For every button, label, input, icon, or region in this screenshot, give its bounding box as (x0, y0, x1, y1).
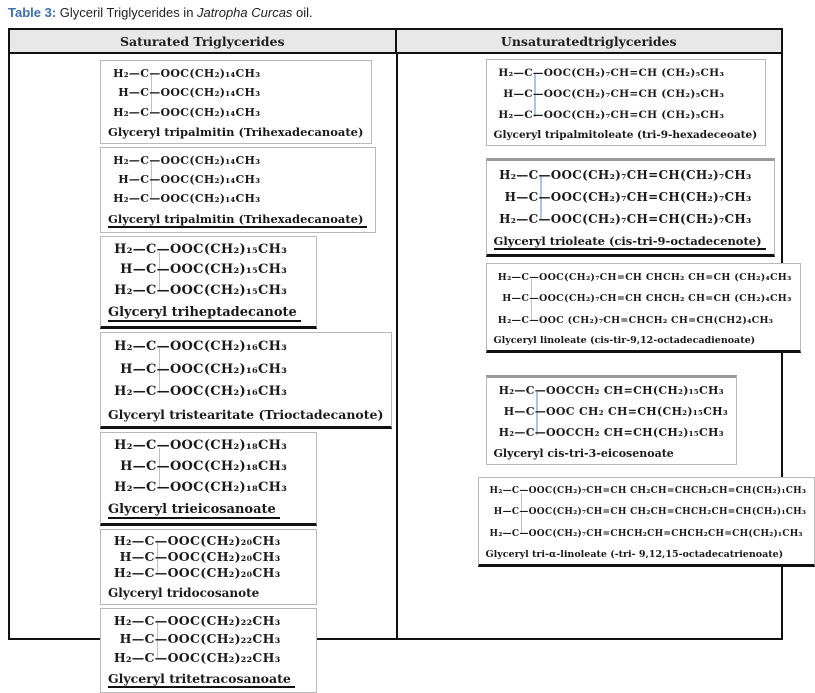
hydrogen-part: H₂ (494, 423, 515, 444)
chain-part: OOC CH₂ CH=CH(CH₂)₁₅CH₃ (546, 405, 728, 418)
chain-part: OOC(CH₂)₇CH=CHCH₂CH=CHCH₂CH=CH(CH₂)₁CH₃ (529, 529, 803, 539)
hydrogen-part: H (108, 457, 133, 478)
hydrogen-part: H₂ (108, 381, 133, 404)
formula-line (108, 103, 363, 122)
formula-line (108, 359, 383, 382)
formula-line (108, 240, 308, 261)
formula-line (108, 281, 308, 302)
formula-lines (108, 612, 308, 666)
formula-line (494, 164, 766, 186)
chain-part: OOC(CH₂)₁₈CH₃ (170, 459, 287, 474)
chain-part: OOC(CH₂)₂₀CH₃ (168, 549, 281, 564)
formula-lines (108, 240, 308, 302)
structure-caption: Glyceryl linoleate (cis-tir-9,12-octadecadienoate) (494, 335, 792, 346)
carbon-part: —C— (514, 384, 546, 397)
hydrogen-part: H₂ (494, 63, 514, 84)
table-body (10, 54, 781, 638)
structure-caption: Glyceryl trieicosanoate (108, 502, 280, 519)
formula-line (494, 105, 758, 126)
unsaturated-structure-3 (486, 263, 801, 354)
formula-line (108, 381, 383, 404)
saturated-structure-1 (100, 60, 372, 144)
hydrogen-part: H₂ (486, 524, 503, 546)
formula-lines (486, 481, 807, 546)
formula-lines (108, 533, 308, 582)
formula-line (494, 288, 792, 310)
formula-line (108, 151, 367, 170)
formula-lines (108, 64, 363, 122)
carbon-part: —C— (133, 362, 170, 377)
header-saturated: Saturated Triglycerides (10, 30, 395, 52)
formula-line (108, 260, 308, 281)
hydrogen-part: H (108, 549, 132, 565)
chain-part: OOC(CH₂)₁₆CH₃ (170, 384, 287, 399)
carbon-part: —C— (132, 549, 168, 564)
formula-line (108, 612, 308, 630)
saturated-structure-2 (100, 147, 376, 233)
chain-part: OOC(CH₂)₇CH=CH (CH₂)₅CH₃ (544, 109, 725, 121)
unsaturated-structure-5 (478, 477, 815, 567)
carbon-part: —C— (133, 480, 170, 495)
carbon-part: —C— (129, 106, 161, 119)
hydrogen-part: H (494, 84, 514, 105)
formula-line (108, 549, 308, 565)
structure-caption: Glyceryl trioleate (cis-tri-9-octadecenote) (494, 234, 766, 250)
hydrogen-part: H₂ (108, 103, 129, 122)
hydrogen-part: H₂ (108, 565, 132, 581)
formula-line (494, 84, 758, 105)
structure-caption: Glyceryl triheptadecanote (108, 305, 301, 322)
formula-line (494, 402, 728, 423)
carbon-part: —C— (132, 613, 168, 628)
formula-line (108, 649, 308, 667)
chain-part: OOCCH₂ CH=CH(CH₂)₁₅CH₃ (546, 426, 724, 439)
formula-line (494, 423, 728, 444)
hydrogen-part: H₂ (108, 649, 132, 667)
unsaturated-column (396, 54, 782, 638)
carbon-part: —C— (129, 86, 161, 99)
chain-part: OOC(CH₂)₁₈CH₃ (170, 438, 287, 453)
carbon-part: —C— (503, 507, 529, 517)
chain-part: OOC(CH₂)₇CH=CH(CH₂)₇CH₃ (551, 190, 752, 204)
carbon-part: —C— (133, 242, 170, 257)
chain-part: OOC(CH₂)₂₀CH₃ (168, 565, 281, 580)
hydrogen-part: H (108, 359, 133, 382)
formula-line (108, 189, 367, 208)
hydrogen-part: H₂ (108, 281, 133, 302)
unsaturated-structure-2 (486, 158, 775, 257)
hydrogen-part: H (494, 288, 512, 310)
hydrogen-part: H₂ (108, 336, 133, 359)
hydrogen-part: H₂ (108, 533, 132, 549)
carbon-part: —C— (503, 529, 529, 539)
chain-part: OOC(CH₂)₁₄CH₃ (161, 67, 261, 80)
formula-line (494, 381, 728, 402)
formula-lines (108, 336, 383, 404)
hydrogen-part: H₂ (486, 481, 503, 503)
formula-line (108, 336, 383, 359)
table-title-suffix: oil. (292, 5, 312, 20)
saturated-column (10, 54, 396, 638)
carbon-part: —C— (516, 168, 550, 182)
formula-lines (494, 381, 728, 444)
chain-part: OOC(CH₂)₁₄CH₃ (161, 106, 261, 119)
formula-line (108, 170, 367, 189)
chain-part: OOC(CH₂)₇CH=CH (CH₂)₅CH₃ (544, 67, 725, 79)
hydrogen-part: H (108, 630, 132, 648)
formula-lines (494, 267, 792, 333)
hydrogen-part: H₂ (108, 612, 132, 630)
carbon-part: —C— (132, 565, 168, 580)
carbon-part: —C— (512, 272, 539, 283)
carbon-part: —C— (132, 631, 168, 646)
carbon-part: —C— (133, 339, 170, 354)
carbon-part: —C— (513, 67, 543, 79)
carbon-part: —C— (513, 88, 543, 100)
carbon-part: —C— (503, 486, 529, 496)
chain-part: OOC(CH₂)₁₄CH₃ (161, 86, 261, 99)
hydrogen-part: H₂ (494, 105, 514, 126)
triglycerides-table (8, 28, 783, 640)
formula-line (494, 267, 792, 289)
chain-part: OOC(CH₂)₇CH=CH CHCH₂ CH=CH (CH₂)₄CH₃ (539, 293, 792, 304)
hydrogen-part: H (108, 83, 129, 102)
structure-caption: Glyceryl tridocosanote (108, 586, 308, 600)
formula-line (108, 533, 308, 549)
formula-line (494, 208, 766, 230)
hydrogen-part: H (494, 402, 515, 423)
carbon-part: —C— (513, 109, 543, 121)
structure-caption: Glyceryl tritetracosanoate (108, 671, 295, 688)
hydrogen-part: H₂ (108, 151, 129, 170)
carbon-part: —C— (133, 384, 170, 399)
hydrogen-part: H₂ (108, 189, 129, 208)
table-title-label: Table 3: (8, 5, 56, 20)
chain-part: OOC(CH₂)₁₆CH₃ (170, 362, 287, 377)
hydrogen-part: H₂ (108, 436, 133, 457)
formula-line (486, 524, 807, 546)
table-title-species: Jatropha Curcas (197, 5, 292, 20)
carbon-part: —C— (129, 173, 161, 186)
structure-caption: Glyceryl tripalmitin (Trihexadecanoate) (108, 212, 367, 228)
chain-part: OOC(CH₂)₇CH=CH CH₂CH=CHCH₂CH=CH(CH₂)₁CH₃ (529, 486, 807, 496)
hydrogen-part: H₂ (108, 64, 129, 83)
carbon-part: —C— (133, 283, 170, 298)
formula-line (108, 64, 363, 83)
carbon-part: —C— (514, 405, 546, 418)
formula-line (486, 502, 807, 524)
formula-lines (108, 436, 308, 498)
chain-part: OOC(CH₂)₂₀CH₃ (168, 533, 281, 548)
chain-part: OOC(CH₂)₇CH=CH CHCH₂ CH=CH (CH₂)₄CH₃ (539, 272, 792, 283)
structure-caption: Glyceryl tripalmitin (Trihexadecanoate) (108, 125, 363, 139)
formula-lines (494, 164, 766, 231)
hydrogen-part: H₂ (494, 164, 517, 186)
formula-line (108, 630, 308, 648)
carbon-part: —C— (129, 192, 161, 205)
carbon-part: —C— (129, 154, 161, 167)
chain-part: OOC(CH₂)₂₂CH₃ (168, 631, 281, 646)
chain-part: OOC (CH₂)₇CH=CHCH₂ CH=CH(CH2)₄CH₃ (539, 315, 773, 326)
carbon-part: —C— (516, 212, 550, 226)
chain-part: OOC(CH₂)₇CH=CH(CH₂)₇CH₃ (551, 168, 752, 182)
chain-part: OOC(CH₂)₁₅CH₃ (170, 242, 287, 257)
chain-part: OOC(CH₂)₁₈CH₃ (170, 480, 287, 495)
carbon-part: —C— (133, 438, 170, 453)
chain-part: OOC(CH₂)₁₆CH₃ (170, 339, 287, 354)
unsaturated-structure-4 (486, 375, 737, 465)
carbon-part: —C— (514, 426, 546, 439)
chain-part: OOCCH₂ CH=CH(CH₂)₁₅CH₃ (546, 384, 724, 397)
formula-line (108, 457, 308, 478)
formula-line (494, 310, 792, 332)
chain-part: OOC(CH₂)₁₅CH₃ (170, 262, 287, 277)
structure-caption: Glyceryl cis-tri-3-eicosenoate (494, 447, 728, 460)
table-title (0, 0, 789, 24)
structure-caption: Glyceryl tri-α-linoleate (-tri- 9,12,15-octadecatrienoate) (486, 549, 807, 560)
carbon-part: —C— (133, 262, 170, 277)
saturated-structure-7 (100, 608, 317, 692)
chain-part: OOC(CH₂)₇CH=CH(CH₂)₇CH₃ (551, 212, 752, 226)
formula-line (494, 63, 758, 84)
formula-line (108, 565, 308, 581)
hydrogen-part: H (108, 260, 133, 281)
hydrogen-part: H (108, 170, 129, 189)
chain-part: OOC(CH₂)₂₂CH₃ (168, 650, 281, 665)
formula-line (494, 186, 766, 208)
carbon-part: —C— (129, 67, 161, 80)
carbon-part: —C— (516, 190, 550, 204)
hydrogen-part: H (494, 186, 517, 208)
chain-part: OOC(CH₂)₂₂CH₃ (168, 613, 281, 628)
carbon-part: —C— (512, 293, 539, 304)
carbon-part: —C— (512, 315, 539, 326)
hydrogen-part: H₂ (108, 240, 133, 261)
structure-caption: Glyceryl tristearitate (Trioctadecanote) (108, 407, 383, 422)
table-title-text: Glyceril Triglycerides in (56, 5, 197, 20)
hydrogen-part: H₂ (494, 208, 517, 230)
hydrogen-part: H (486, 502, 503, 524)
chain-part: OOC(CH₂)₇CH=CH (CH₂)₅CH₃ (544, 88, 725, 100)
saturated-structure-5 (100, 432, 317, 525)
carbon-part: —C— (133, 459, 170, 474)
formula-lines (494, 63, 758, 126)
carbon-part: —C— (132, 650, 168, 665)
hydrogen-part: H₂ (108, 478, 133, 499)
hydrogen-part: H₂ (494, 310, 512, 332)
chain-part: OOC(CH₂)₁₄CH₃ (161, 192, 261, 205)
formula-line (486, 481, 807, 503)
unsaturated-structure-1 (486, 59, 767, 146)
header-unsaturated: Unsaturatedtriglycerides (395, 30, 782, 52)
formula-lines (108, 151, 367, 209)
carbon-part: —C— (132, 533, 168, 548)
formula-line (108, 478, 308, 499)
chain-part: OOC(CH₂)₁₄CH₃ (161, 154, 261, 167)
saturated-structure-3 (100, 236, 317, 329)
table-header-row (10, 30, 781, 54)
hydrogen-part: H₂ (494, 381, 515, 402)
saturated-structure-4 (100, 332, 392, 429)
chain-part: OOC(CH₂)₇CH=CH CH₂CH=CHCH₂CH=CH(CH₂)₁CH₃ (529, 507, 807, 517)
chain-part: OOC(CH₂)₁₄CH₃ (161, 173, 261, 186)
formula-line (108, 83, 363, 102)
formula-line (108, 436, 308, 457)
chain-part: OOC(CH₂)₁₅CH₃ (170, 283, 287, 298)
structure-caption: Glyceryl tripalmitoleate (tri-9-hexadeceoate) (494, 129, 758, 141)
hydrogen-part: H₂ (494, 267, 512, 289)
saturated-structure-6 (100, 529, 317, 606)
